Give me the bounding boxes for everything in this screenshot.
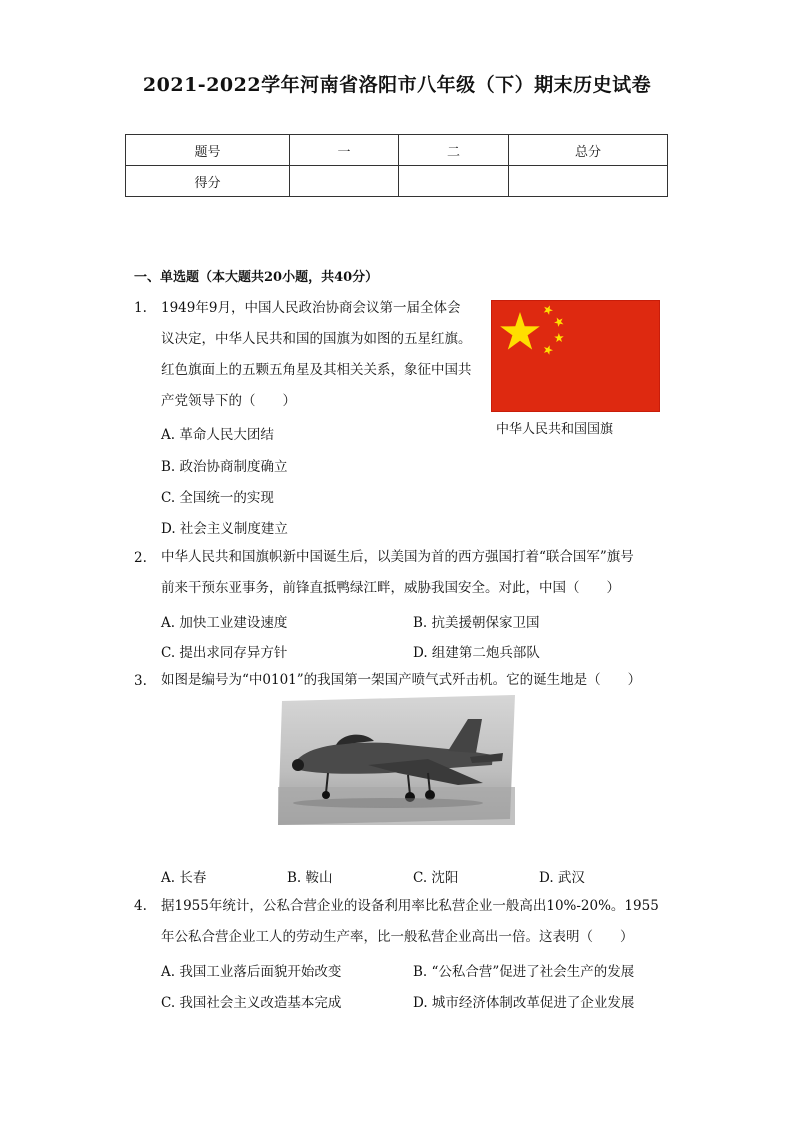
score-header-cell: 题号 [126, 135, 290, 166]
jet-fighter-icon [278, 695, 515, 825]
question-number: 2. [134, 550, 147, 566]
question-line: 年公私合营企业工人的劳动生产率，比一般私营企业高出一倍。这表明（ ） [161, 929, 634, 945]
chinese-flag-image [491, 300, 660, 412]
question-line: 1949年9月，中国人民政治协商会议第一届全体会 [161, 300, 461, 316]
score-table-score-row [126, 166, 668, 197]
option-a[interactable]: A. 革命人民大团结 [161, 427, 274, 443]
option-c[interactable]: C. 全国统一的实现 [161, 490, 274, 506]
section-heading: 一、单选题（本大题共20小题，共40分） [134, 270, 379, 285]
question-line: 据1955年统计，公私合营企业的设备利用率比私营企业一般高出10%-20%。1955 [161, 898, 659, 914]
question-number: 3. [134, 673, 147, 689]
question-line: 前来干预东亚事务，前锋直抵鸭绿江畔，威胁我国安全。对此，中国（ ） [161, 580, 620, 596]
option-d[interactable]: D. 城市经济体制改革促进了企业发展 [413, 995, 635, 1011]
option-b[interactable]: B. 政治协商制度确立 [161, 459, 288, 475]
score-input-cell[interactable] [509, 166, 668, 197]
five-star-flag-icon [492, 301, 659, 411]
option-a[interactable]: A. 长春 [161, 870, 207, 886]
question-stem [161, 542, 634, 604]
question-number: 1. [134, 300, 147, 316]
question-line: 红色旗面上的五颗五角星及其相关关系，象征中国共 [161, 362, 472, 378]
option-b[interactable]: B. “公私合营”促进了社会生产的发展 [413, 964, 635, 980]
question-line: 议决定，中华人民共和国的国旗为如图的五星红旗。 [161, 331, 472, 347]
question-stem [161, 293, 472, 417]
question-line: 产党领导下的（ ） [161, 393, 296, 409]
score-input-cell[interactable] [399, 166, 509, 197]
flag-caption: 中华人民共和国国旗 [496, 422, 614, 437]
option-b[interactable]: B. 鞍山 [287, 870, 333, 886]
score-table [125, 134, 668, 197]
score-header-cell: 二 [399, 135, 509, 166]
score-row-label: 得分 [126, 166, 290, 197]
option-c[interactable]: C. 提出求同存异方针 [161, 645, 288, 661]
option-a[interactable]: A. 加快工业建设速度 [161, 615, 288, 631]
option-d[interactable]: D. 武汉 [539, 870, 585, 886]
score-header-cell: 一 [290, 135, 399, 166]
question-line: 中华人民共和国旗帜新中国诞生后，以美国为首的西方强国打着“联合国军”旗号 [161, 549, 634, 565]
option-d[interactable]: D. 社会主义制度建立 [161, 521, 288, 537]
score-header-cell: 总分 [509, 135, 668, 166]
score-input-cell[interactable] [290, 166, 399, 197]
question-line: 如图是编号为“中0101”的我国第一架国产喷气式歼击机。它的诞生地是（ ） [161, 672, 642, 688]
score-table-header-row [126, 135, 668, 166]
question-number: 4. [134, 898, 147, 914]
jet-fighter-photo [278, 695, 515, 825]
option-c[interactable]: C. 沈阳 [413, 870, 459, 886]
option-a[interactable]: A. 我国工业落后面貌开始改变 [161, 964, 342, 980]
option-b[interactable]: B. 抗美援朝保家卫国 [413, 615, 540, 631]
page-title: 2021-2022学年河南省洛阳市八年级（下）期末历史试卷 [142, 74, 652, 96]
option-c[interactable]: C. 我国社会主义改造基本完成 [161, 995, 342, 1011]
option-d[interactable]: D. 组建第二炮兵部队 [413, 645, 540, 661]
question-stem [161, 665, 641, 696]
question-stem [161, 891, 659, 953]
